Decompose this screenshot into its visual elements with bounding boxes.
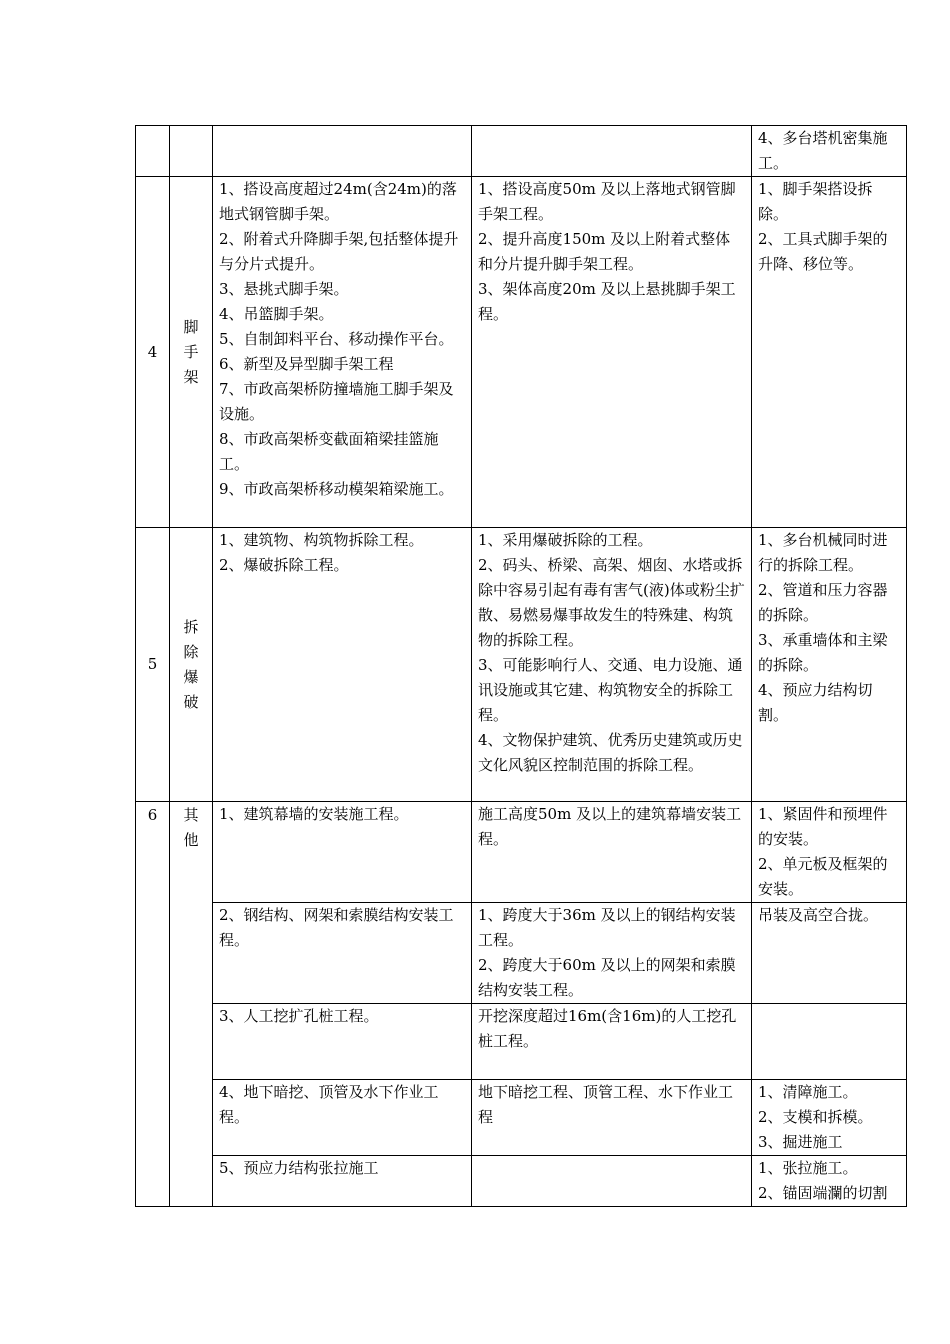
general-scope-cell bbox=[213, 177, 472, 528]
cell-line: 地下暗挖工程、顶管工程、水下作业工程 bbox=[478, 1083, 734, 1126]
cell-line: 1、跨度大于36m 及以上的钢结构安装工程。 bbox=[478, 906, 736, 949]
cell-line: 1、多台机械同时进行的拆除工程。 bbox=[758, 531, 888, 574]
category-label: 脚手架 bbox=[183, 317, 199, 386]
table-row bbox=[136, 528, 907, 802]
cell-line: 3、掘进施工 bbox=[758, 1133, 843, 1151]
general-scope-cell bbox=[213, 1080, 472, 1156]
major-scope-cell bbox=[472, 1004, 752, 1080]
row-number-cell bbox=[136, 126, 170, 177]
cell-line: 7、市政高架桥防撞墙施工脚手架及设施。 bbox=[219, 380, 454, 423]
table-row bbox=[136, 802, 907, 903]
cell-line: 4、吊篮脚手架。 bbox=[219, 305, 334, 323]
category-cell bbox=[170, 802, 213, 1207]
key-process-cell bbox=[752, 1004, 907, 1080]
cell-line: 2、码头、桥梁、高架、烟囱、水塔或拆除中容易引起有毒有害气(液)体或粉尘扩散、易燃易爆事故发生的特殊建、构筑物的拆除工程。 bbox=[478, 556, 745, 649]
cell-line: 2、支模和拆模。 bbox=[758, 1108, 873, 1126]
cell-line: 1、采用爆破拆除的工程。 bbox=[478, 531, 653, 549]
general-scope-cell bbox=[213, 528, 472, 802]
cell-line: 1、脚手架搭设拆除。 bbox=[758, 180, 873, 223]
cell-line: 吊装及高空合拢。 bbox=[758, 906, 879, 924]
major-scope-cell bbox=[472, 802, 752, 903]
cell-line: 3、人工挖扩孔桩工程。 bbox=[219, 1007, 379, 1025]
cell-line: 4、文物保护建筑、优秀历史建筑或历史文化风貌区控制范围的拆除工程。 bbox=[478, 731, 743, 774]
cell-line: 4、地下暗挖、顶管及水下作业工程。 bbox=[219, 1083, 439, 1126]
key-process-cell bbox=[752, 177, 907, 528]
table-row bbox=[136, 177, 907, 528]
cell-line: 8、市政高架桥变截面箱梁挂篮施工。 bbox=[219, 430, 439, 473]
cell-line: 4、预应力结构切割。 bbox=[758, 681, 873, 724]
cell-line: 2、工具式脚手架的升降、移位等。 bbox=[758, 230, 888, 273]
major-scope-cell bbox=[472, 1080, 752, 1156]
major-scope-cell bbox=[472, 177, 752, 528]
cell-line: 5、预应力结构张拉施工 bbox=[219, 1159, 379, 1177]
cell-line: 1、搭设高度超过24m(含24m)的落地式钢管脚手架。 bbox=[219, 180, 457, 223]
cell-line: 4、多台塔机密集施工。 bbox=[758, 129, 888, 172]
general-scope-cell bbox=[213, 1156, 472, 1207]
category-label: 拆除爆破 bbox=[183, 617, 199, 711]
cell-line: 3、承重墙体和主梁的拆除。 bbox=[758, 631, 888, 674]
key-process-cell bbox=[752, 1080, 907, 1156]
key-process-cell bbox=[752, 802, 907, 903]
general-scope-cell bbox=[213, 126, 472, 177]
cell-line: 2、提升高度150m 及以上附着式整体和分片提升脚手架工程。 bbox=[478, 230, 731, 273]
cell-line: 3、悬挑式脚手架。 bbox=[219, 280, 349, 298]
cell-line: 9、市政高架桥移动模架箱梁施工。 bbox=[219, 480, 454, 498]
table-row bbox=[136, 1156, 907, 1207]
cell-line: 开挖深度超过16m(含16m)的人工挖孔 bbox=[478, 1007, 737, 1025]
key-process-cell bbox=[752, 903, 907, 1004]
general-scope-cell bbox=[213, 802, 472, 903]
table-row bbox=[136, 1004, 907, 1080]
cell-line: 2、锚固端瀾的切割 bbox=[758, 1184, 888, 1202]
cell-line: 1、建筑幕墙的安装施工程。 bbox=[219, 805, 409, 823]
construction-hazard-table bbox=[135, 125, 907, 1207]
cell-line: 3、可能影响行人、交通、电力设施、通讯设施或其它建、构筑物安全的拆除工程。 bbox=[478, 656, 743, 724]
table-row bbox=[136, 126, 907, 177]
row-number-cell: 6 bbox=[136, 802, 170, 1207]
cell-line: 1、紧固件和预埋件的安装。 bbox=[758, 805, 888, 848]
cell-line: 2、爆破拆除工程。 bbox=[219, 556, 349, 574]
cell-line: 1、张拉施工。 bbox=[758, 1159, 858, 1177]
major-scope-cell bbox=[472, 1156, 752, 1207]
general-scope-cell bbox=[213, 1004, 472, 1080]
table-row bbox=[136, 1080, 907, 1156]
row-number-cell: 5 bbox=[136, 528, 170, 802]
category-cell bbox=[170, 126, 213, 177]
cell-line: 施工高度50m 及以上的建筑幕墙安装工程。 bbox=[478, 805, 742, 848]
category-cell bbox=[170, 177, 213, 528]
table-row bbox=[136, 903, 907, 1004]
cell-line: 5、自制卸料平台、移动操作平台。 bbox=[219, 330, 454, 348]
cell-line: 2、附着式升降脚手架,包括整体提升与分片式提升。 bbox=[219, 230, 459, 273]
cell-line: 1、搭设高度50m 及以上落地式钢管脚手架工程。 bbox=[478, 180, 736, 223]
key-process-cell bbox=[752, 1156, 907, 1207]
key-process-cell bbox=[752, 126, 907, 177]
row-number-cell: 4 bbox=[136, 177, 170, 528]
major-scope-cell bbox=[472, 903, 752, 1004]
major-scope-cell bbox=[472, 528, 752, 802]
general-scope-cell bbox=[213, 903, 472, 1004]
category-label: 其他 bbox=[183, 806, 199, 849]
cell-line: 2、单元板及框架的安装。 bbox=[758, 855, 888, 898]
cell-line: 1、清障施工。 bbox=[758, 1083, 858, 1101]
cell-line: 桩工程。 bbox=[478, 1032, 539, 1050]
major-scope-cell bbox=[472, 126, 752, 177]
cell-line: 1、建筑物、构筑物拆除工程。 bbox=[219, 531, 424, 549]
key-process-cell bbox=[752, 528, 907, 802]
cell-line: 6、新型及异型脚手架工程 bbox=[219, 355, 394, 373]
cell-line: 2、管道和压力容器的拆除。 bbox=[758, 581, 888, 624]
cell-line: 2、跨度大于60m 及以上的网架和索膜结构安装工程。 bbox=[478, 956, 736, 999]
cell-line: 2、钢结构、网架和索膜结构安装工程。 bbox=[219, 906, 454, 949]
category-cell bbox=[170, 528, 213, 802]
cell-line: 3、架体高度20m 及以上悬挑脚手架工程。 bbox=[478, 280, 736, 323]
